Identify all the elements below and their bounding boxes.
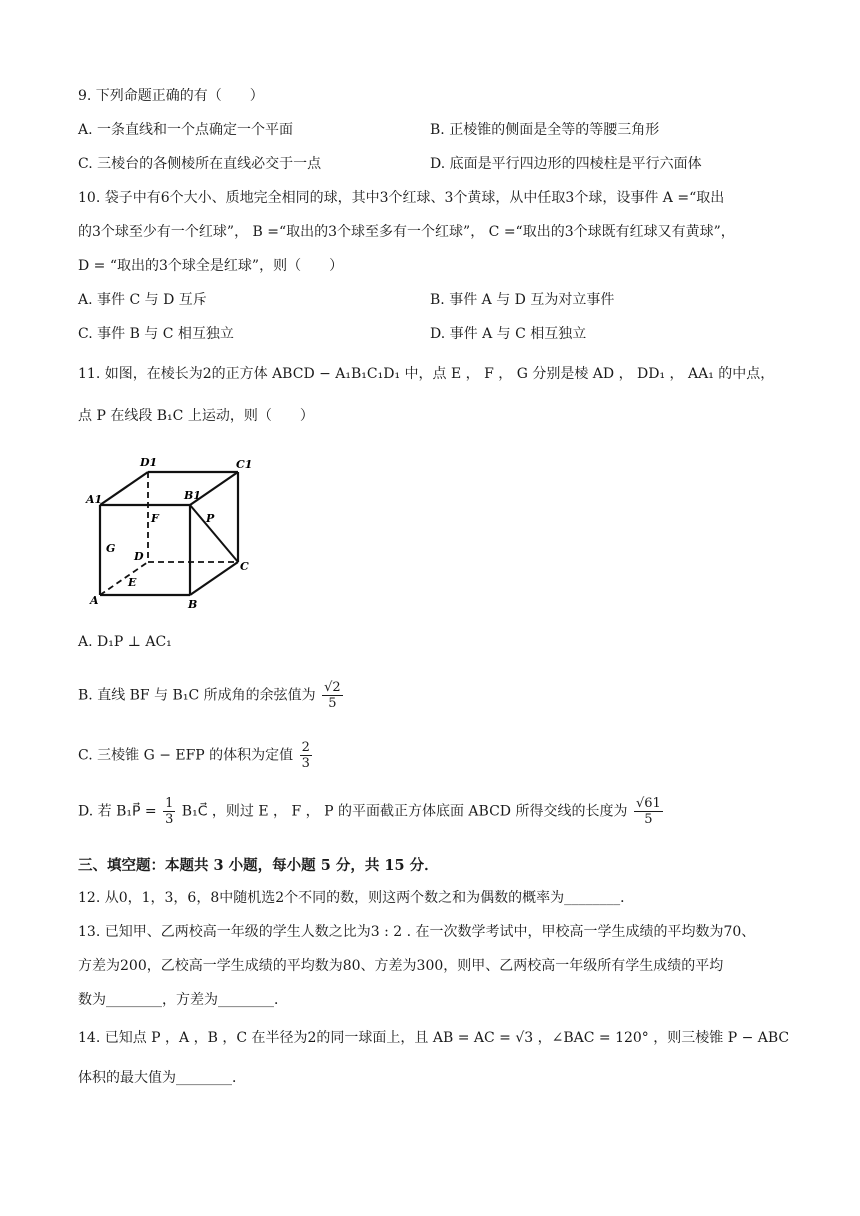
q11-line2: 点 P 在线段 B₁C 上运动，则（ ） xyxy=(78,408,314,424)
q11-line1: 11. 如图，在棱长为2的正方体 ABCD − A₁B₁C₁D₁ 中，点 E ， F ， G 分别是棱 AD ， DD₁ ， AA₁ 的中点， xyxy=(78,366,775,382)
label-e: E xyxy=(128,576,137,589)
fraction-numerator: √61 xyxy=(635,796,661,811)
label-a1: A1 xyxy=(86,493,103,506)
q13-line1: 13. 已知甲、乙两校高一年级的学生人数之比为3 : 2 . 在一次数学考试中，甲校高一学生成绩的平均数为70、 xyxy=(78,924,756,940)
q9-stem: 9. 下列命题正确的有（ ） xyxy=(78,88,264,104)
q14-line1: 14. 已知点 P ，A ，B ，C 在半径为2的同一球面上，且 AB = AC = √3 ，∠BAC = 120° ，则三棱锥 P − ABC xyxy=(78,1030,790,1046)
fraction-numerator: √2 xyxy=(324,680,341,695)
fraction-denominator: 5 xyxy=(644,812,653,827)
q11-option-d-coef xyxy=(163,796,175,827)
fraction-denominator: 3 xyxy=(301,756,310,771)
label-b: B xyxy=(188,598,198,610)
label-c: C xyxy=(240,560,249,573)
label-d: D xyxy=(134,550,144,563)
q13-line2: 方差为200，乙校高一学生成绩的平均数为80、方差为300，则甲、乙两校高一年级所有学生成绩的平均 xyxy=(78,958,724,974)
q11-option-d-fraction xyxy=(634,796,663,827)
q11-option-a: A. D₁P ⊥ AC₁ xyxy=(78,634,172,650)
q11-option-c-text: C. 三棱锥 G − EFP 的体积为定值 xyxy=(78,747,294,764)
label-a: A xyxy=(90,594,99,607)
q10-option-c: C. 事件 B 与 C 相互独立 xyxy=(78,326,234,342)
q11-option-d xyxy=(78,796,665,827)
q9-option-c: C. 三棱台的各侧棱所在直线必交于一点 xyxy=(78,156,322,172)
q11-option-d-text1: D. 若 B₁P⃗ = xyxy=(78,803,157,820)
label-p: P xyxy=(206,512,215,525)
label-d1: D1 xyxy=(140,456,158,469)
fraction-numerator: 1 xyxy=(165,796,174,811)
q9-option-a: A. 一条直线和一个点确定一个平面 xyxy=(78,122,294,138)
q10-line1: 10. 袋子中有6个大小、质地完全相同的球，其中3个红球、3个黄球，从中任取3个球，设事件 A =“取出 xyxy=(78,190,725,206)
fraction-denominator: 3 xyxy=(165,812,174,827)
q13-line3: 数为________，方差为________． xyxy=(78,992,288,1008)
q10-option-b: B. 事件 A 与 D 互为对立事件 xyxy=(430,292,615,308)
fraction-denominator: 5 xyxy=(328,696,337,711)
q12: 12. 从0，1，3，6，8中随机选2个不同的数，则这两个数之和为偶数的概率为________． xyxy=(78,890,635,906)
q9-option-b: B. 正棱锥的侧面是全等的等腰三角形 xyxy=(430,122,660,138)
label-b1: B1 xyxy=(184,489,201,502)
section-heading: 三、填空题：本题共 3 小题，每小题 5 分，共 15 分． xyxy=(78,857,439,874)
q10-line2: 的3个球至少有一个红球”， B =“取出的3个球至多有一个红球”， C =“取出的3个球既有红球又有黄球”， xyxy=(78,224,735,240)
q11-option-c xyxy=(78,740,314,771)
q11-option-b xyxy=(78,680,345,711)
q10-option-d: D. 事件 A 与 C 相互独立 xyxy=(430,326,587,342)
label-c1: C1 xyxy=(236,458,253,471)
q10-line3: D = “取出的3个球全是红球”，则（ ） xyxy=(78,258,344,274)
q11-option-d-text2: B₁C⃗ ，则过 E ， F ， P 的平面截正方体底面 ABCD 所得交线的长度为 xyxy=(181,803,628,820)
label-g: G xyxy=(106,542,116,555)
q11-option-c-fraction xyxy=(300,740,312,771)
q14-line2: 体积的最大值为________． xyxy=(78,1070,246,1086)
cube-figure xyxy=(78,450,268,610)
fraction-numerator: 2 xyxy=(301,740,310,755)
label-f: F xyxy=(151,512,159,525)
q11-option-b-fraction xyxy=(322,680,343,711)
q11-option-b-text: B. 直线 BF 与 B₁C 所成角的余弦值为 xyxy=(78,687,316,704)
q9-option-d: D. 底面是平行四边形的四棱柱是平行六面体 xyxy=(430,156,702,172)
q10-option-a: A. 事件 C 与 D 互斥 xyxy=(78,292,207,308)
